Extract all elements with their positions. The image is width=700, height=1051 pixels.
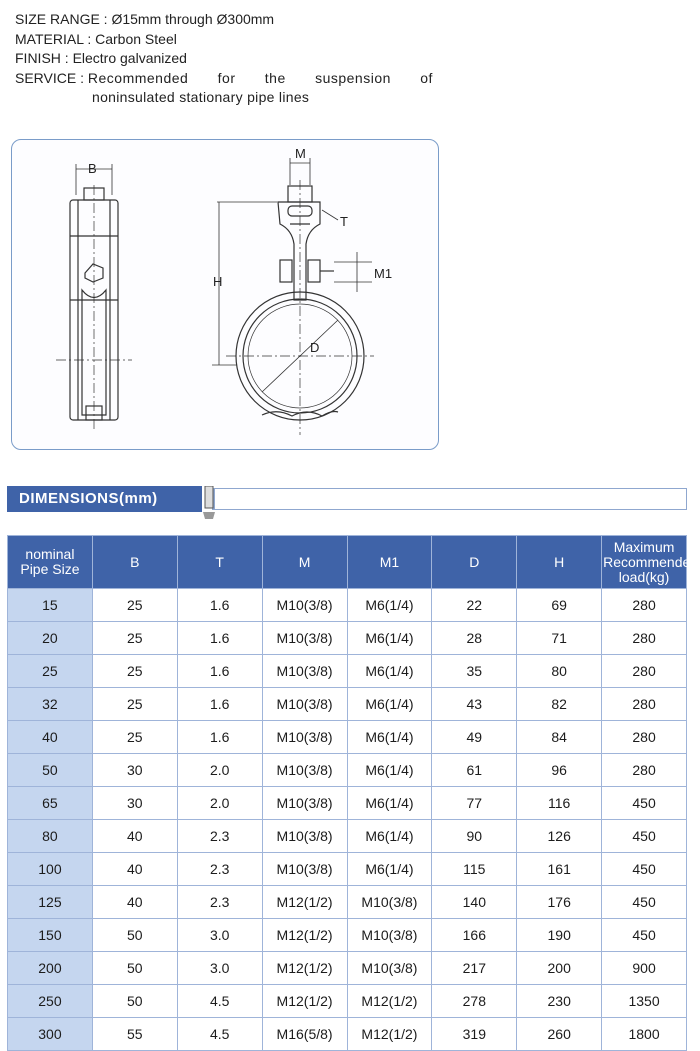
col-nominal-pipe-size-cell: 15 — [8, 589, 93, 622]
col-max-load-cell: 450 — [602, 787, 687, 820]
col-nominal-pipe-size-cell: 65 — [8, 787, 93, 820]
col-h-cell: 69 — [517, 589, 602, 622]
col-m-cell: M10(3/8) — [262, 655, 347, 688]
col-m1-cell: M10(3/8) — [347, 886, 432, 919]
col-max-load-cell: 280 — [602, 688, 687, 721]
col-d-cell: 49 — [432, 721, 517, 754]
col-d-cell: 43 — [432, 688, 517, 721]
col-nominal-pipe-size-header: nominal Pipe Size — [8, 536, 93, 589]
table-row — [8, 919, 687, 952]
col-m-cell: M16(5/8) — [262, 1018, 347, 1051]
col-b-cell: 40 — [92, 820, 177, 853]
table-row — [8, 886, 687, 919]
front-view — [226, 158, 374, 435]
label-b: B — [88, 161, 97, 176]
label-h: H — [213, 274, 223, 289]
col-t-cell: 3.0 — [177, 919, 262, 952]
spec-key: FINISH : — [15, 50, 73, 66]
col-d-cell: 22 — [432, 589, 517, 622]
col-t-cell: 1.6 — [177, 688, 262, 721]
col-d-cell: 61 — [432, 754, 517, 787]
col-t-cell: 1.6 — [177, 655, 262, 688]
table-row — [8, 820, 687, 853]
col-m1-cell: M6(1/4) — [347, 655, 432, 688]
col-b-cell: 40 — [92, 853, 177, 886]
col-m-cell: M10(3/8) — [262, 622, 347, 655]
col-m-header: M — [262, 536, 347, 589]
col-m1-cell: M12(1/2) — [347, 985, 432, 1018]
col-b-cell: 30 — [92, 754, 177, 787]
col-t-cell: 2.0 — [177, 754, 262, 787]
label-m: M — [295, 146, 306, 161]
col-d-cell: 115 — [432, 853, 517, 886]
col-m1-cell: M12(1/2) — [347, 1018, 432, 1051]
col-max-load-cell: 450 — [602, 853, 687, 886]
spec-material — [15, 30, 445, 50]
col-max-load-cell: 450 — [602, 886, 687, 919]
col-t-cell: 1.6 — [177, 721, 262, 754]
col-max-load-cell: 280 — [602, 589, 687, 622]
col-t-cell: 2.3 — [177, 853, 262, 886]
col-h-cell: 260 — [517, 1018, 602, 1051]
col-max-load-cell: 450 — [602, 919, 687, 952]
spec-finish — [15, 49, 445, 69]
spec-block — [15, 10, 445, 108]
col-d-cell: 217 — [432, 952, 517, 985]
spec-value: Ø15mm through Ø300mm — [111, 11, 275, 27]
spec-value: Carbon Steel — [95, 30, 177, 47]
dimensions-title: DIMENSIONS(mm) — [7, 486, 202, 512]
col-max-load-cell: 280 — [602, 655, 687, 688]
col-max-load-cell: 1800 — [602, 1018, 687, 1051]
dimensions-header-bar — [7, 486, 687, 512]
col-d-header: D — [432, 536, 517, 589]
col-h-cell: 84 — [517, 721, 602, 754]
col-nominal-pipe-size-cell: 20 — [8, 622, 93, 655]
col-m-cell: M12(1/2) — [262, 886, 347, 919]
col-b-cell: 50 — [92, 919, 177, 952]
table-body — [8, 589, 687, 1051]
col-nominal-pipe-size-cell: 125 — [8, 886, 93, 919]
table-row — [8, 853, 687, 886]
col-t-cell: 1.6 — [177, 622, 262, 655]
table-row — [8, 622, 687, 655]
col-m-cell: M10(3/8) — [262, 688, 347, 721]
col-b-header: B — [92, 536, 177, 589]
col-t-cell: 4.5 — [177, 985, 262, 1018]
table-row — [8, 589, 687, 622]
col-m-cell: M10(3/8) — [262, 853, 347, 886]
table-row — [8, 985, 687, 1018]
table-header-row — [8, 536, 687, 589]
col-d-cell: 28 — [432, 622, 517, 655]
col-d-cell: 77 — [432, 787, 517, 820]
service-line-1: Recommended for the suspension of — [87, 69, 433, 86]
col-nominal-pipe-size-cell: 40 — [8, 721, 93, 754]
col-m-cell: M12(1/2) — [262, 952, 347, 985]
col-b-cell: 25 — [92, 655, 177, 688]
service-line-2: noninsulated stationary pipe lines — [92, 89, 310, 105]
col-h-cell: 176 — [517, 886, 602, 919]
col-nominal-pipe-size-cell: 32 — [8, 688, 93, 721]
side-view — [56, 164, 132, 430]
spec-value: Electro galvanized — [72, 50, 187, 66]
col-nominal-pipe-size-cell: 200 — [8, 952, 93, 985]
col-max-load-cell: 1350 — [602, 985, 687, 1018]
col-max-load-cell: 450 — [602, 820, 687, 853]
col-nominal-pipe-size-cell: 300 — [8, 1018, 93, 1051]
col-m1-cell: M6(1/4) — [347, 721, 432, 754]
col-b-cell: 30 — [92, 787, 177, 820]
col-m-cell: M10(3/8) — [262, 787, 347, 820]
col-nominal-pipe-size-cell: 100 — [8, 853, 93, 886]
col-b-cell: 50 — [92, 952, 177, 985]
col-m-cell: M10(3/8) — [262, 820, 347, 853]
table-row — [8, 754, 687, 787]
col-h-cell: 200 — [517, 952, 602, 985]
col-d-cell: 166 — [432, 919, 517, 952]
table-row — [8, 688, 687, 721]
table-row — [8, 787, 687, 820]
col-d-cell: 90 — [432, 820, 517, 853]
col-m1-cell: M6(1/4) — [347, 787, 432, 820]
col-t-header: T — [177, 536, 262, 589]
col-max-load-header: Maximum Recommended load(kg) — [602, 536, 687, 589]
col-m1-cell: M6(1/4) — [347, 754, 432, 787]
col-m-cell: M12(1/2) — [262, 919, 347, 952]
col-b-cell: 25 — [92, 688, 177, 721]
label-d: D — [310, 340, 320, 355]
label-t: T — [340, 214, 348, 229]
col-h-header: H — [517, 536, 602, 589]
col-max-load-cell: 900 — [602, 952, 687, 985]
col-m1-cell: M6(1/4) — [347, 622, 432, 655]
col-h-cell: 80 — [517, 655, 602, 688]
col-nominal-pipe-size-cell: 50 — [8, 754, 93, 787]
spec-key: MATERIAL : — [15, 30, 96, 47]
col-m1-cell: M10(3/8) — [347, 919, 432, 952]
col-h-cell: 161 — [517, 853, 602, 886]
col-max-load-cell: 280 — [602, 721, 687, 754]
col-b-cell: 25 — [92, 721, 177, 754]
col-h-cell: 96 — [517, 754, 602, 787]
col-m-cell: M10(3/8) — [262, 589, 347, 622]
pipe-hanger-drawing — [12, 140, 438, 449]
col-m1-cell: M10(3/8) — [347, 952, 432, 985]
spec-key: SERVICE : — [15, 69, 88, 86]
col-nominal-pipe-size-cell: 80 — [8, 820, 93, 853]
col-t-cell: 2.3 — [177, 820, 262, 853]
spec-size-range — [15, 10, 445, 30]
col-d-cell: 140 — [432, 886, 517, 919]
col-nominal-pipe-size-cell: 25 — [8, 655, 93, 688]
col-b-cell: 25 — [92, 589, 177, 622]
col-h-cell: 126 — [517, 820, 602, 853]
col-nominal-pipe-size-cell: 250 — [8, 985, 93, 1018]
table-row — [8, 952, 687, 985]
dimensions-table — [7, 535, 699, 1051]
table-row — [8, 655, 687, 688]
col-t-cell: 2.3 — [177, 886, 262, 919]
col-m-cell: M12(1/2) — [262, 985, 347, 1018]
clip-icon — [202, 486, 216, 520]
col-m1-cell: M6(1/4) — [347, 688, 432, 721]
col-h-cell: 82 — [517, 688, 602, 721]
col-b-cell: 40 — [92, 886, 177, 919]
col-h-cell: 71 — [517, 622, 602, 655]
col-m-cell: M10(3/8) — [262, 754, 347, 787]
col-m1-cell: M6(1/4) — [347, 820, 432, 853]
table-row — [8, 1018, 687, 1051]
col-t-cell: 3.0 — [177, 952, 262, 985]
technical-drawing-panel — [11, 139, 439, 450]
header-rule — [212, 488, 687, 510]
col-h-cell: 116 — [517, 787, 602, 820]
col-d-cell: 319 — [432, 1018, 517, 1051]
spec-service — [15, 69, 445, 89]
col-max-load-cell: 280 — [602, 754, 687, 787]
col-t-cell: 4.5 — [177, 1018, 262, 1051]
col-t-cell: 2.0 — [177, 787, 262, 820]
col-m-cell: M10(3/8) — [262, 721, 347, 754]
col-b-cell: 50 — [92, 985, 177, 1018]
col-d-cell: 35 — [432, 655, 517, 688]
col-h-cell: 230 — [517, 985, 602, 1018]
col-m1-cell: M6(1/4) — [347, 589, 432, 622]
col-b-cell: 25 — [92, 622, 177, 655]
col-max-load-cell: 280 — [602, 622, 687, 655]
dimension-lines — [212, 202, 372, 365]
spec-key: SIZE RANGE : — [15, 11, 112, 27]
col-b-cell: 55 — [92, 1018, 177, 1051]
label-m1: M1 — [374, 266, 393, 281]
col-nominal-pipe-size-cell: 150 — [8, 919, 93, 952]
col-t-cell: 1.6 — [177, 589, 262, 622]
table-row — [8, 721, 687, 754]
col-m1-cell: M6(1/4) — [347, 853, 432, 886]
col-m1-header: M1 — [347, 536, 432, 589]
col-d-cell: 278 — [432, 985, 517, 1018]
col-h-cell: 190 — [517, 919, 602, 952]
